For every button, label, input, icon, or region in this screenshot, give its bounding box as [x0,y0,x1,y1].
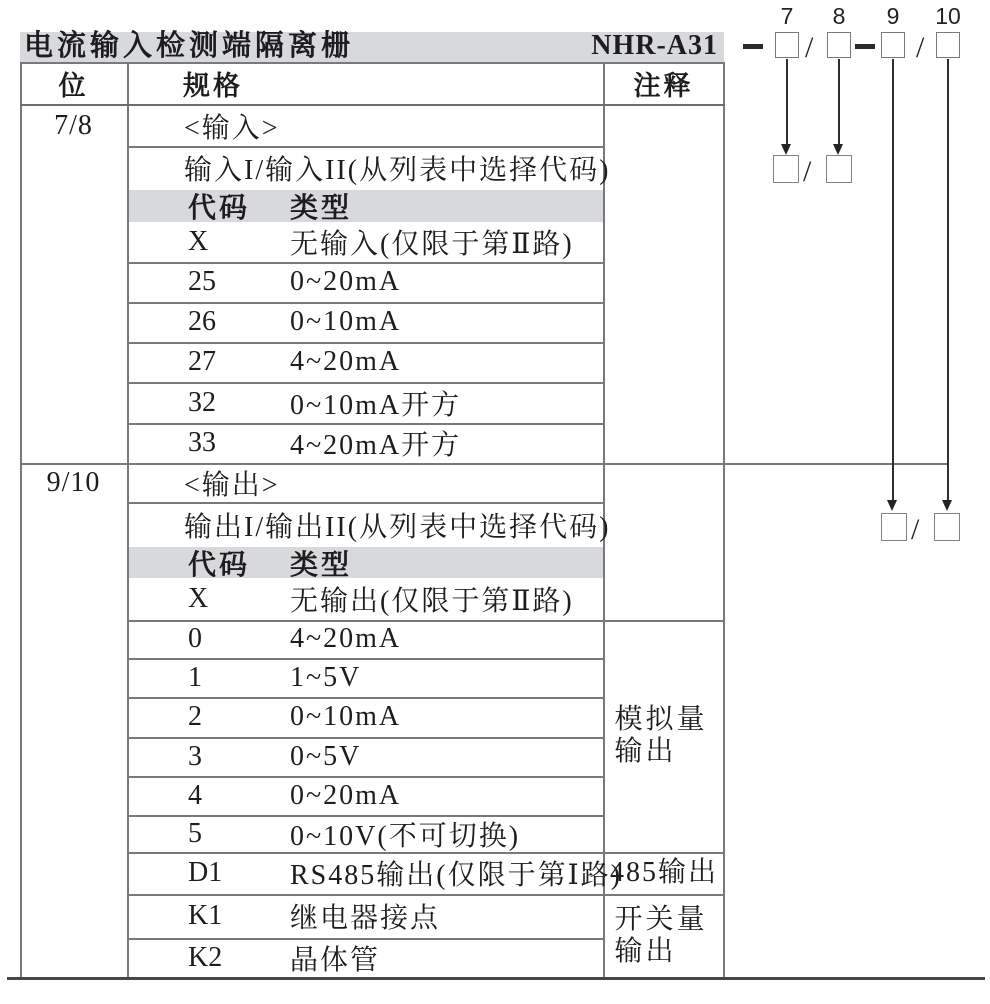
arrow-line [786,59,788,145]
table-row [127,815,603,852]
row-type: 0~20mA [290,779,402,811]
select-label: 输入I/输入II(从列表中选择代码) [184,155,611,186]
digit-label-10: 10 [935,3,961,29]
slash: / [911,513,920,546]
arrow-line [838,59,840,145]
table-row [127,620,603,658]
row-type: 4~20mA [290,623,402,654]
code-box-7 [775,32,799,58]
table-row [127,382,603,423]
dash [855,44,875,49]
slash: / [805,31,814,64]
arrow-head-icon [833,144,843,155]
row-code: 26 [188,306,216,337]
group-row-output [127,463,603,502]
table-row [127,737,603,776]
type-header-label: 类型 [290,193,353,224]
column-header-note: 注释 [633,71,694,101]
row-code: 0 [188,623,202,654]
group-label: <输出> [184,469,280,501]
table-row [127,697,603,737]
row-type: 0~10mA开方 [290,389,462,421]
grid-line [20,62,22,978]
table-row [127,776,603,815]
row-type: 0~5V [290,740,362,772]
position-cell-output: 9/10 [46,467,101,498]
row-type: 4~20mA开方 [290,430,462,461]
table-row [127,938,603,978]
digit-label-8: 8 [832,3,846,29]
column-header-position: 位 [58,71,89,101]
row-type: 晶体管 [290,945,381,976]
row-code: 32 [188,386,216,418]
row-code: 33 [188,427,216,458]
slash: / [803,155,812,188]
row-code: 5 [188,817,202,849]
row-code: D1 [188,857,223,888]
arrow-head-icon [887,500,897,511]
arrow-line [947,59,949,501]
model-code: NHR-A31 [591,30,718,61]
fill-box-input-1 [773,155,799,183]
arrow-head-icon [781,144,791,155]
code-type-header-output [127,547,603,581]
select-row-input [127,146,611,190]
row-type: 无输入(仅限于第Ⅱ路) [290,229,574,260]
row-type: 继电器接点 [290,903,441,934]
row-code: K1 [188,900,223,931]
fill-box-input-2 [826,155,852,183]
select-row-output [127,502,611,547]
row-code: X [188,226,209,257]
type-header-label: 类型 [290,549,353,581]
dash [743,44,763,49]
code-box-8 [827,32,851,58]
row-code: 2 [188,701,202,732]
column-header-spec: 规格 [183,71,243,101]
code-header-label: 代码 [188,193,251,224]
row-type: 0~10mA [290,701,402,732]
row-code: 1 [188,661,202,693]
row-type: 4~20mA [290,346,402,377]
select-label: 输出I/输出II(从列表中选择代码) [184,511,611,543]
row-type: 无输出(仅限于第Ⅱ路) [290,586,574,617]
code-box-9 [881,32,905,58]
arrow-head-icon [942,500,952,511]
table-row [127,342,603,382]
row-type: 1~5V [290,661,362,693]
row-code: X [188,583,209,614]
row-code: 25 [188,266,216,297]
group-row-input [127,106,603,146]
code-header-label: 代码 [188,549,251,581]
slash: / [916,31,925,64]
row-code: 4 [188,779,202,811]
note-485-output: 485输出 [609,857,718,888]
fill-box-output-2 [934,513,960,541]
row-type: 0~10V(不可切换) [290,820,521,852]
position-cell-input: 7/8 [54,110,93,141]
note-analog-output: 模拟量输出 [614,704,708,767]
note-switch-output: 开关量输出 [614,904,708,967]
code-type-header-input [127,190,603,222]
digit-label-7: 7 [780,3,794,29]
table-row [127,222,603,262]
grid-line [20,62,725,64]
row-type: 0~20mA [290,266,402,297]
row-code: 27 [188,346,216,377]
code-box-10 [936,32,960,58]
group-label: <输入> [184,113,280,144]
digit-label-9: 9 [886,3,900,29]
arrow-line [892,59,894,501]
table-row [127,578,603,620]
row-code: K2 [188,942,223,973]
table-row [127,658,603,697]
row-type: 0~10mA [290,306,402,337]
table-row [127,262,603,302]
row-code: 3 [188,740,202,772]
table-row [127,423,603,463]
page-title: 电流输入检测端隔离栅 [24,30,355,62]
table-row [127,302,603,342]
title-band [20,32,724,62]
fill-box-output-1 [881,513,907,541]
row-type: RS485输出(仅限于第Ⅰ路) [290,860,622,891]
table-row [127,852,622,894]
table-row [127,894,603,938]
